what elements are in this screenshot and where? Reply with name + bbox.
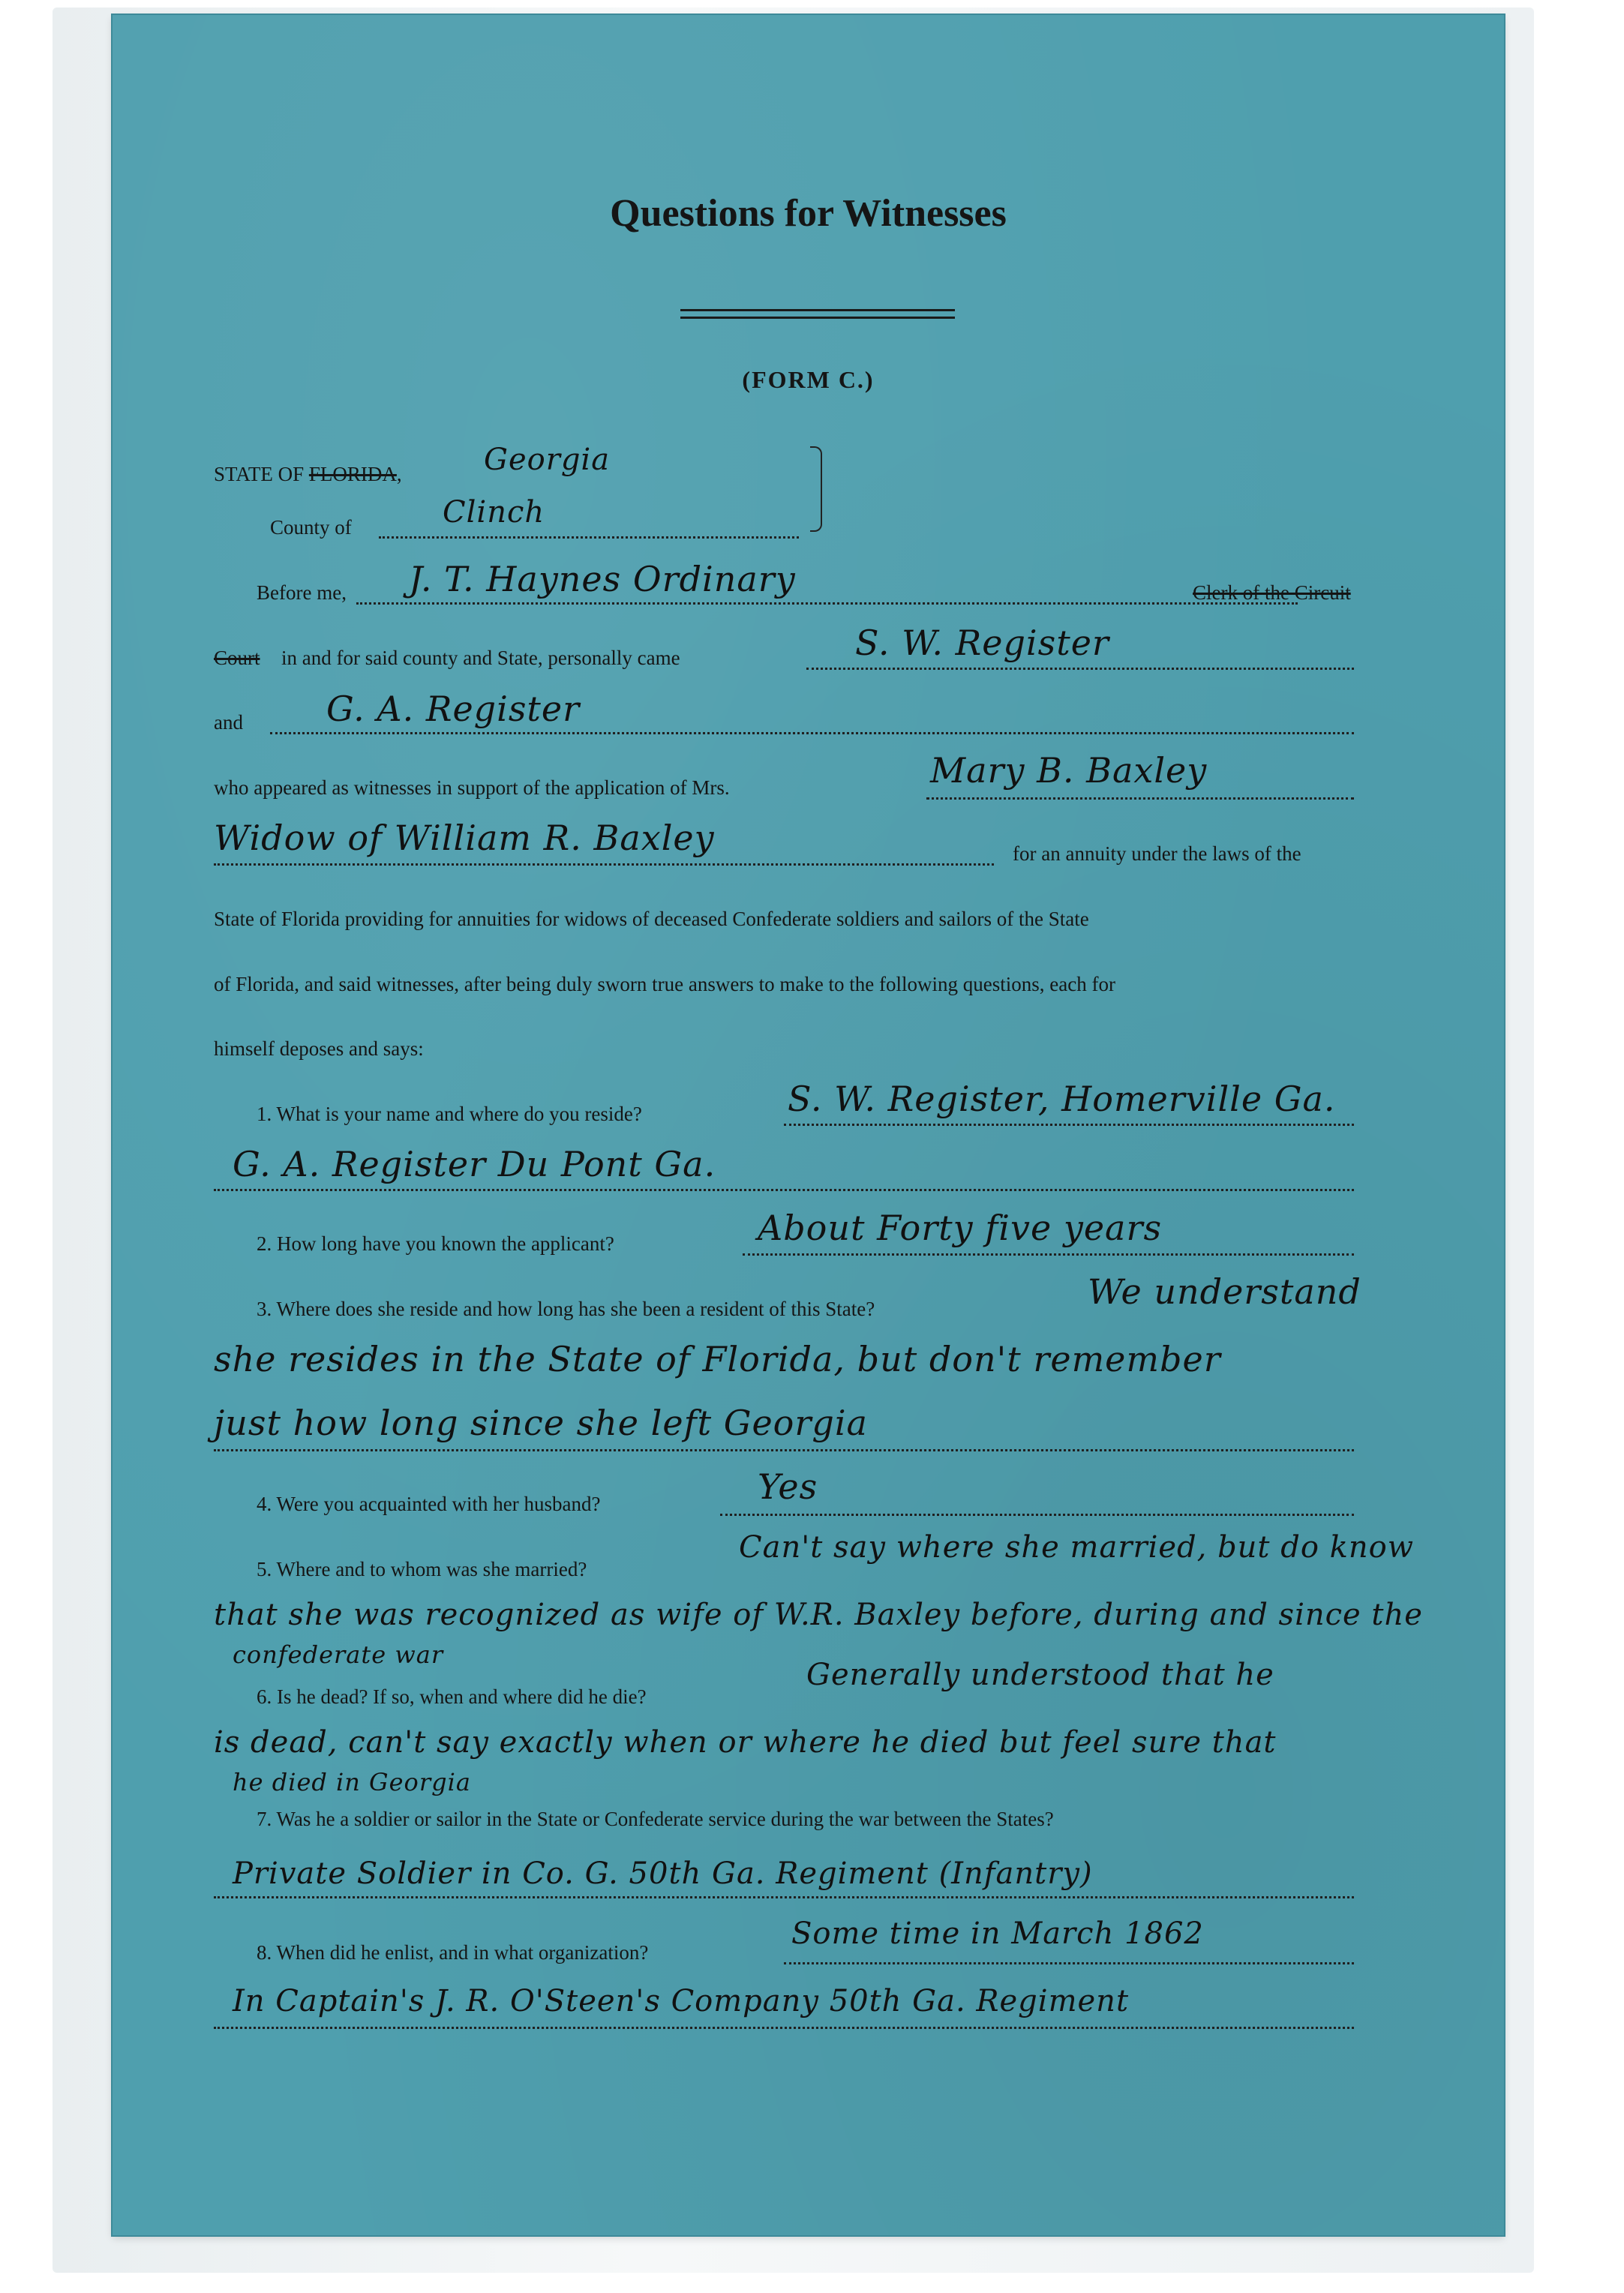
court-struck: Court xyxy=(214,647,260,669)
answer-6-line-3: he died in Georgia xyxy=(233,1768,471,1796)
question-2: 2. How long have you known the applicant? xyxy=(257,1232,614,1255)
answer-1-dots xyxy=(784,1124,1354,1126)
question-7: 7. Was he a soldier or sailor in the State or Confederate service during the war between the States? xyxy=(257,1808,1054,1830)
answer-3-line-3-dots xyxy=(214,1449,1354,1451)
answer-3-line-1: We understand xyxy=(1088,1271,1361,1312)
in-and-for-text: in and for said county and State, personally came xyxy=(281,647,680,669)
answer-5-line-2: that she was recognized as wife of W.R. Baxley before, during and since the xyxy=(214,1598,1423,1632)
state-struck: FLORIDA xyxy=(308,463,397,485)
applicant-value: Mary B. Baxley xyxy=(930,750,1208,791)
state-of-label: STATE OF xyxy=(214,463,305,485)
answer-5-line-1: Can't say where she married, but do know xyxy=(739,1530,1414,1565)
answer-8-line-1: Some time in March 1862 xyxy=(791,1916,1204,1951)
paragraph-line-3: himself deposes and says: xyxy=(214,1037,424,1060)
answer-2-line-1: About Forty five years xyxy=(758,1208,1163,1248)
answer-1-line-2: G. A. Register Du Pont Ga. xyxy=(233,1144,716,1184)
county-dots xyxy=(379,536,799,539)
witness1-value: S. W. Register xyxy=(855,623,1109,663)
answer-8-dots xyxy=(784,1962,1354,1964)
and-label: and xyxy=(214,711,243,734)
state-county-brace xyxy=(810,446,822,532)
clerk-struck: Clerk of the Circuit xyxy=(1193,581,1351,604)
state-comma: , xyxy=(396,463,402,485)
widow-dots xyxy=(214,863,994,866)
widow-value: Widow of William R. Baxley xyxy=(214,818,715,858)
answer-4-dots xyxy=(720,1514,1354,1516)
official-dots xyxy=(356,602,1298,605)
title-rule-bottom xyxy=(680,317,955,319)
paragraph-line-2: of Florida, and said witnesses, after being duly sworn true answers to make to the following questions, each for xyxy=(214,973,1115,995)
question-8: 8. When did he enlist, and in what organization? xyxy=(257,1941,649,1964)
question-5: 5. Where and to whom was she married? xyxy=(257,1558,587,1580)
answer-1-line-1: S. W. Register, Homerville Ga. xyxy=(788,1079,1336,1119)
official-value: J. T. Haynes Ordinary xyxy=(409,559,796,599)
paragraph-line-1: State of Florida providing for annuities for widows of deceased Confederate soldiers and sailors of the State xyxy=(214,908,1089,930)
form-sheet xyxy=(113,15,1504,2235)
form-title: Questions for Witnesses xyxy=(610,192,1007,235)
question-6: 6. Is he dead? If so, when and where did he die? xyxy=(257,1685,647,1708)
answer-6-line-2: is dead, can't say exactly when or where he died but feel sure that xyxy=(214,1725,1277,1760)
witness2-value: G. A. Register xyxy=(326,689,581,729)
state-value: Georgia xyxy=(484,443,611,477)
before-me-label: Before me, xyxy=(257,581,347,604)
appeared-text: who appeared as witnesses in support of the application of Mrs. xyxy=(214,776,730,799)
answer-3-line-2: she resides in the State of Florida, but don't remember xyxy=(214,1339,1221,1379)
question-3: 3. Where does she reside and how long has she been a resident of this State? xyxy=(257,1298,875,1320)
answer-2-dots xyxy=(743,1253,1354,1256)
answer-6-line-1: Generally understood that he xyxy=(806,1658,1274,1692)
answer-8-line-2: In Captain's J. R. O'Steen's Company 50th Ga. Regiment xyxy=(233,1984,1130,2018)
annuity-text: for an annuity under the laws of the xyxy=(1013,842,1301,865)
county-value: Clinch xyxy=(443,495,545,530)
answer-1-line-2-dots xyxy=(214,1189,1354,1191)
form-subtitle: (FORM C.) xyxy=(742,366,875,393)
question-1: 1. What is your name and where do you reside? xyxy=(257,1103,642,1125)
answer-8-line-2-dots xyxy=(214,2027,1354,2029)
answer-5-line-3: confederate war xyxy=(233,1640,444,1669)
answer-7-dots xyxy=(214,1896,1354,1898)
answer-7-line-1: Private Soldier in Co. G. 50th Ga. Regiment (Infantry) xyxy=(233,1856,1093,1891)
applicant-dots xyxy=(926,797,1354,800)
witness2-dots xyxy=(270,732,1354,734)
answer-3-line-3: just how long since she left Georgia xyxy=(214,1403,868,1443)
question-4: 4. Were you acquainted with her husband? xyxy=(257,1493,601,1515)
county-label: County of xyxy=(270,516,352,539)
title-rule-top xyxy=(680,309,955,311)
state-label xyxy=(214,463,402,486)
answer-4-line-1: Yes xyxy=(758,1466,818,1507)
witness1-dots xyxy=(806,668,1354,670)
